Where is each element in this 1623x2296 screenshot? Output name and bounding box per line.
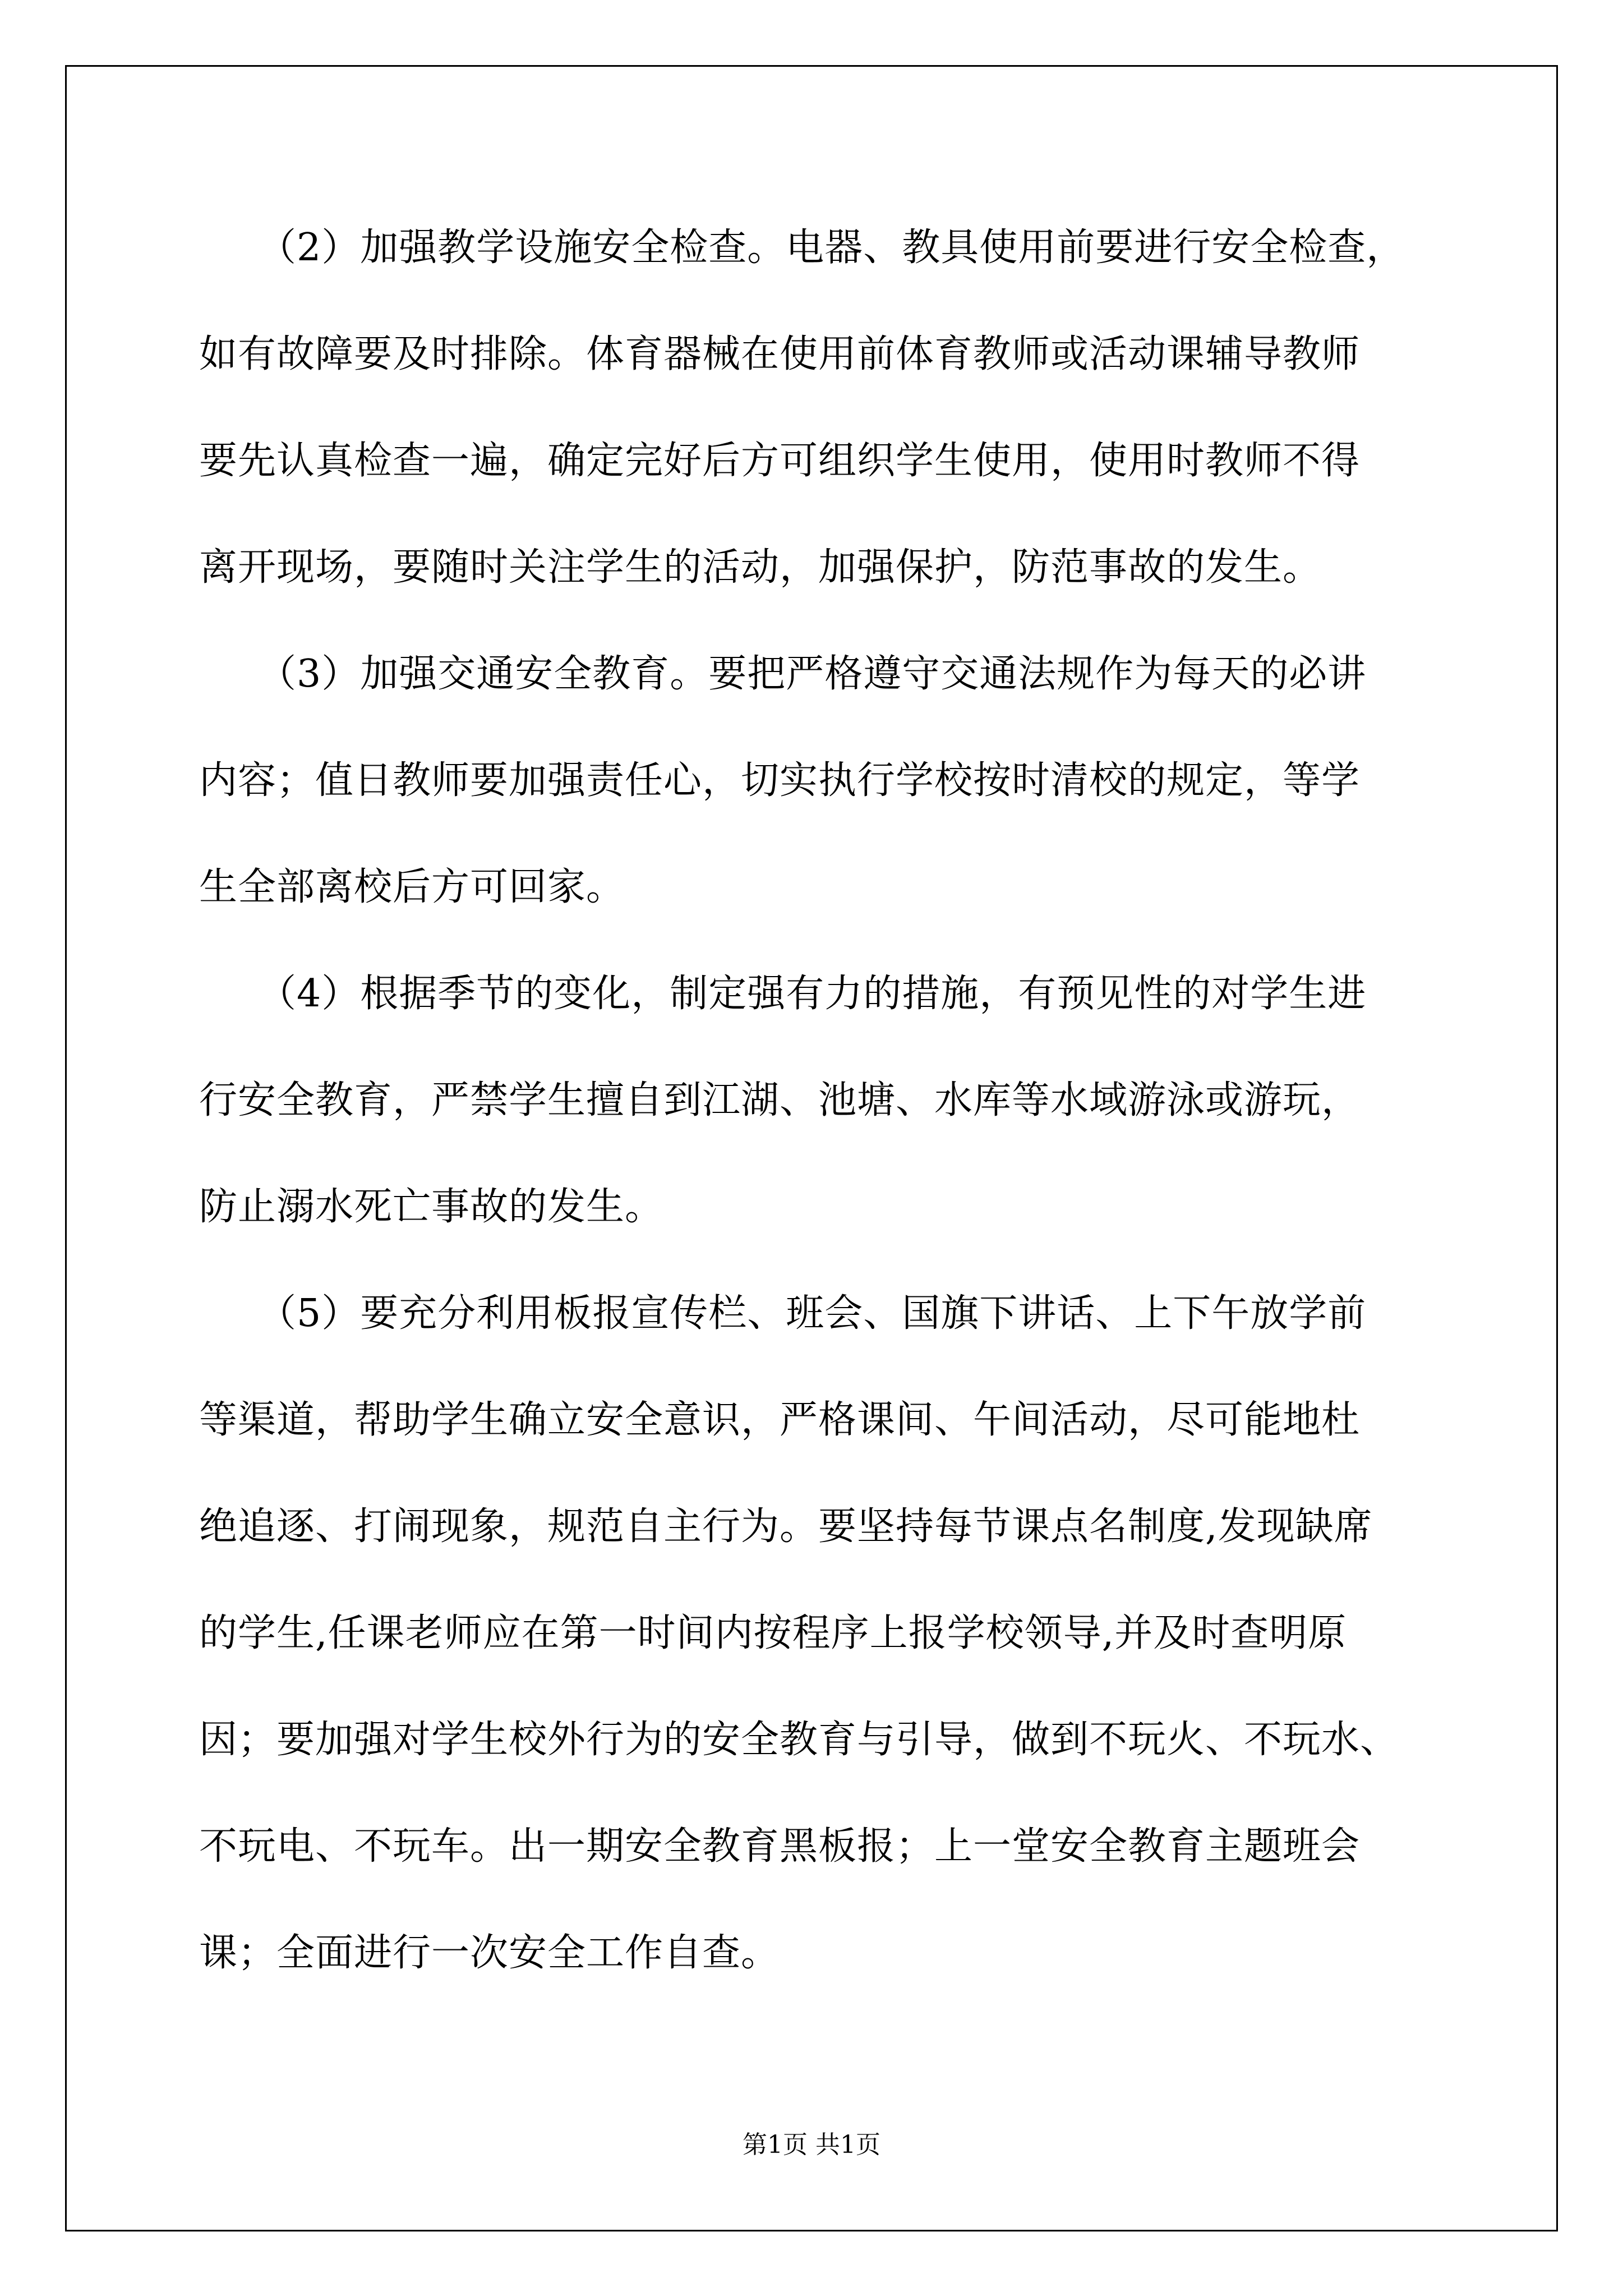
paragraph-5-line-5: 因；要加强对学生校外行为的安全教育与引导，做到不玩火、不玩水、 (199, 1718, 1399, 1762)
paragraph-4-line-1: （4）根据季节的变化，制定强有力的措施，有预见性的对学生进 (258, 972, 1367, 1016)
paragraph-2-line-2: 如有故障要及时排除。体育器械在使用前体育教师或活动课辅导教师 (199, 332, 1361, 376)
paragraph-4-line-2: 行安全教育，严禁学生擅自到江湖、池塘、水库等水域游泳或游玩， (199, 1078, 1361, 1122)
paragraph-4-line-3: 防止溺水死亡事故的发生。 (199, 1185, 664, 1229)
paragraph-5-line-2: 等渠道，帮助学生确立安全意识，严格课间、午间活动，尽可能地杜 (199, 1398, 1361, 1442)
paragraph-3-line-3: 生全部离校后方可回家。 (199, 865, 625, 909)
paragraph-5-line-1: （5）要充分利用板报宣传栏、班会、国旗下讲话、上下午放学前 (258, 1291, 1367, 1336)
page-number-footer: 第1页 共1页 (743, 2131, 880, 2159)
paragraph-3-line-2: 内容；值日教师要加强责任心，切实执行学校按时清校的规定，等学 (199, 758, 1361, 803)
page-border (65, 65, 1558, 2231)
paragraph-5-line-6: 不玩电、不玩车。出一期安全教育黑板报；上一堂安全教育主题班会 (199, 1824, 1361, 1869)
paragraph-5-line-3: 绝追逐、打闹现象，规范自主行为。要坚持每节课点名制度,发现缺席 (199, 1504, 1373, 1549)
paragraph-5-line-4: 的学生,任课老师应在第一时间内按程序上报学校领导,并及时查明原 (199, 1611, 1347, 1655)
paragraph-3-line-1: （3）加强交通安全教育。要把严格遵守交通法规作为每天的必讲 (258, 652, 1367, 696)
paragraph-2-line-3: 要先认真检查一遍，确定完好后方可组织学生使用，使用时教师不得 (199, 439, 1361, 483)
paragraph-5-line-7: 课；全面进行一次安全工作自查。 (199, 1931, 780, 1975)
paragraph-2-line-1: （2）加强教学设施安全检查。电器、教具使用前要进行安全检查， (258, 226, 1405, 270)
paragraph-2-line-4: 离开现场，要随时关注学生的活动，加强保护，防范事故的发生。 (199, 545, 1322, 590)
